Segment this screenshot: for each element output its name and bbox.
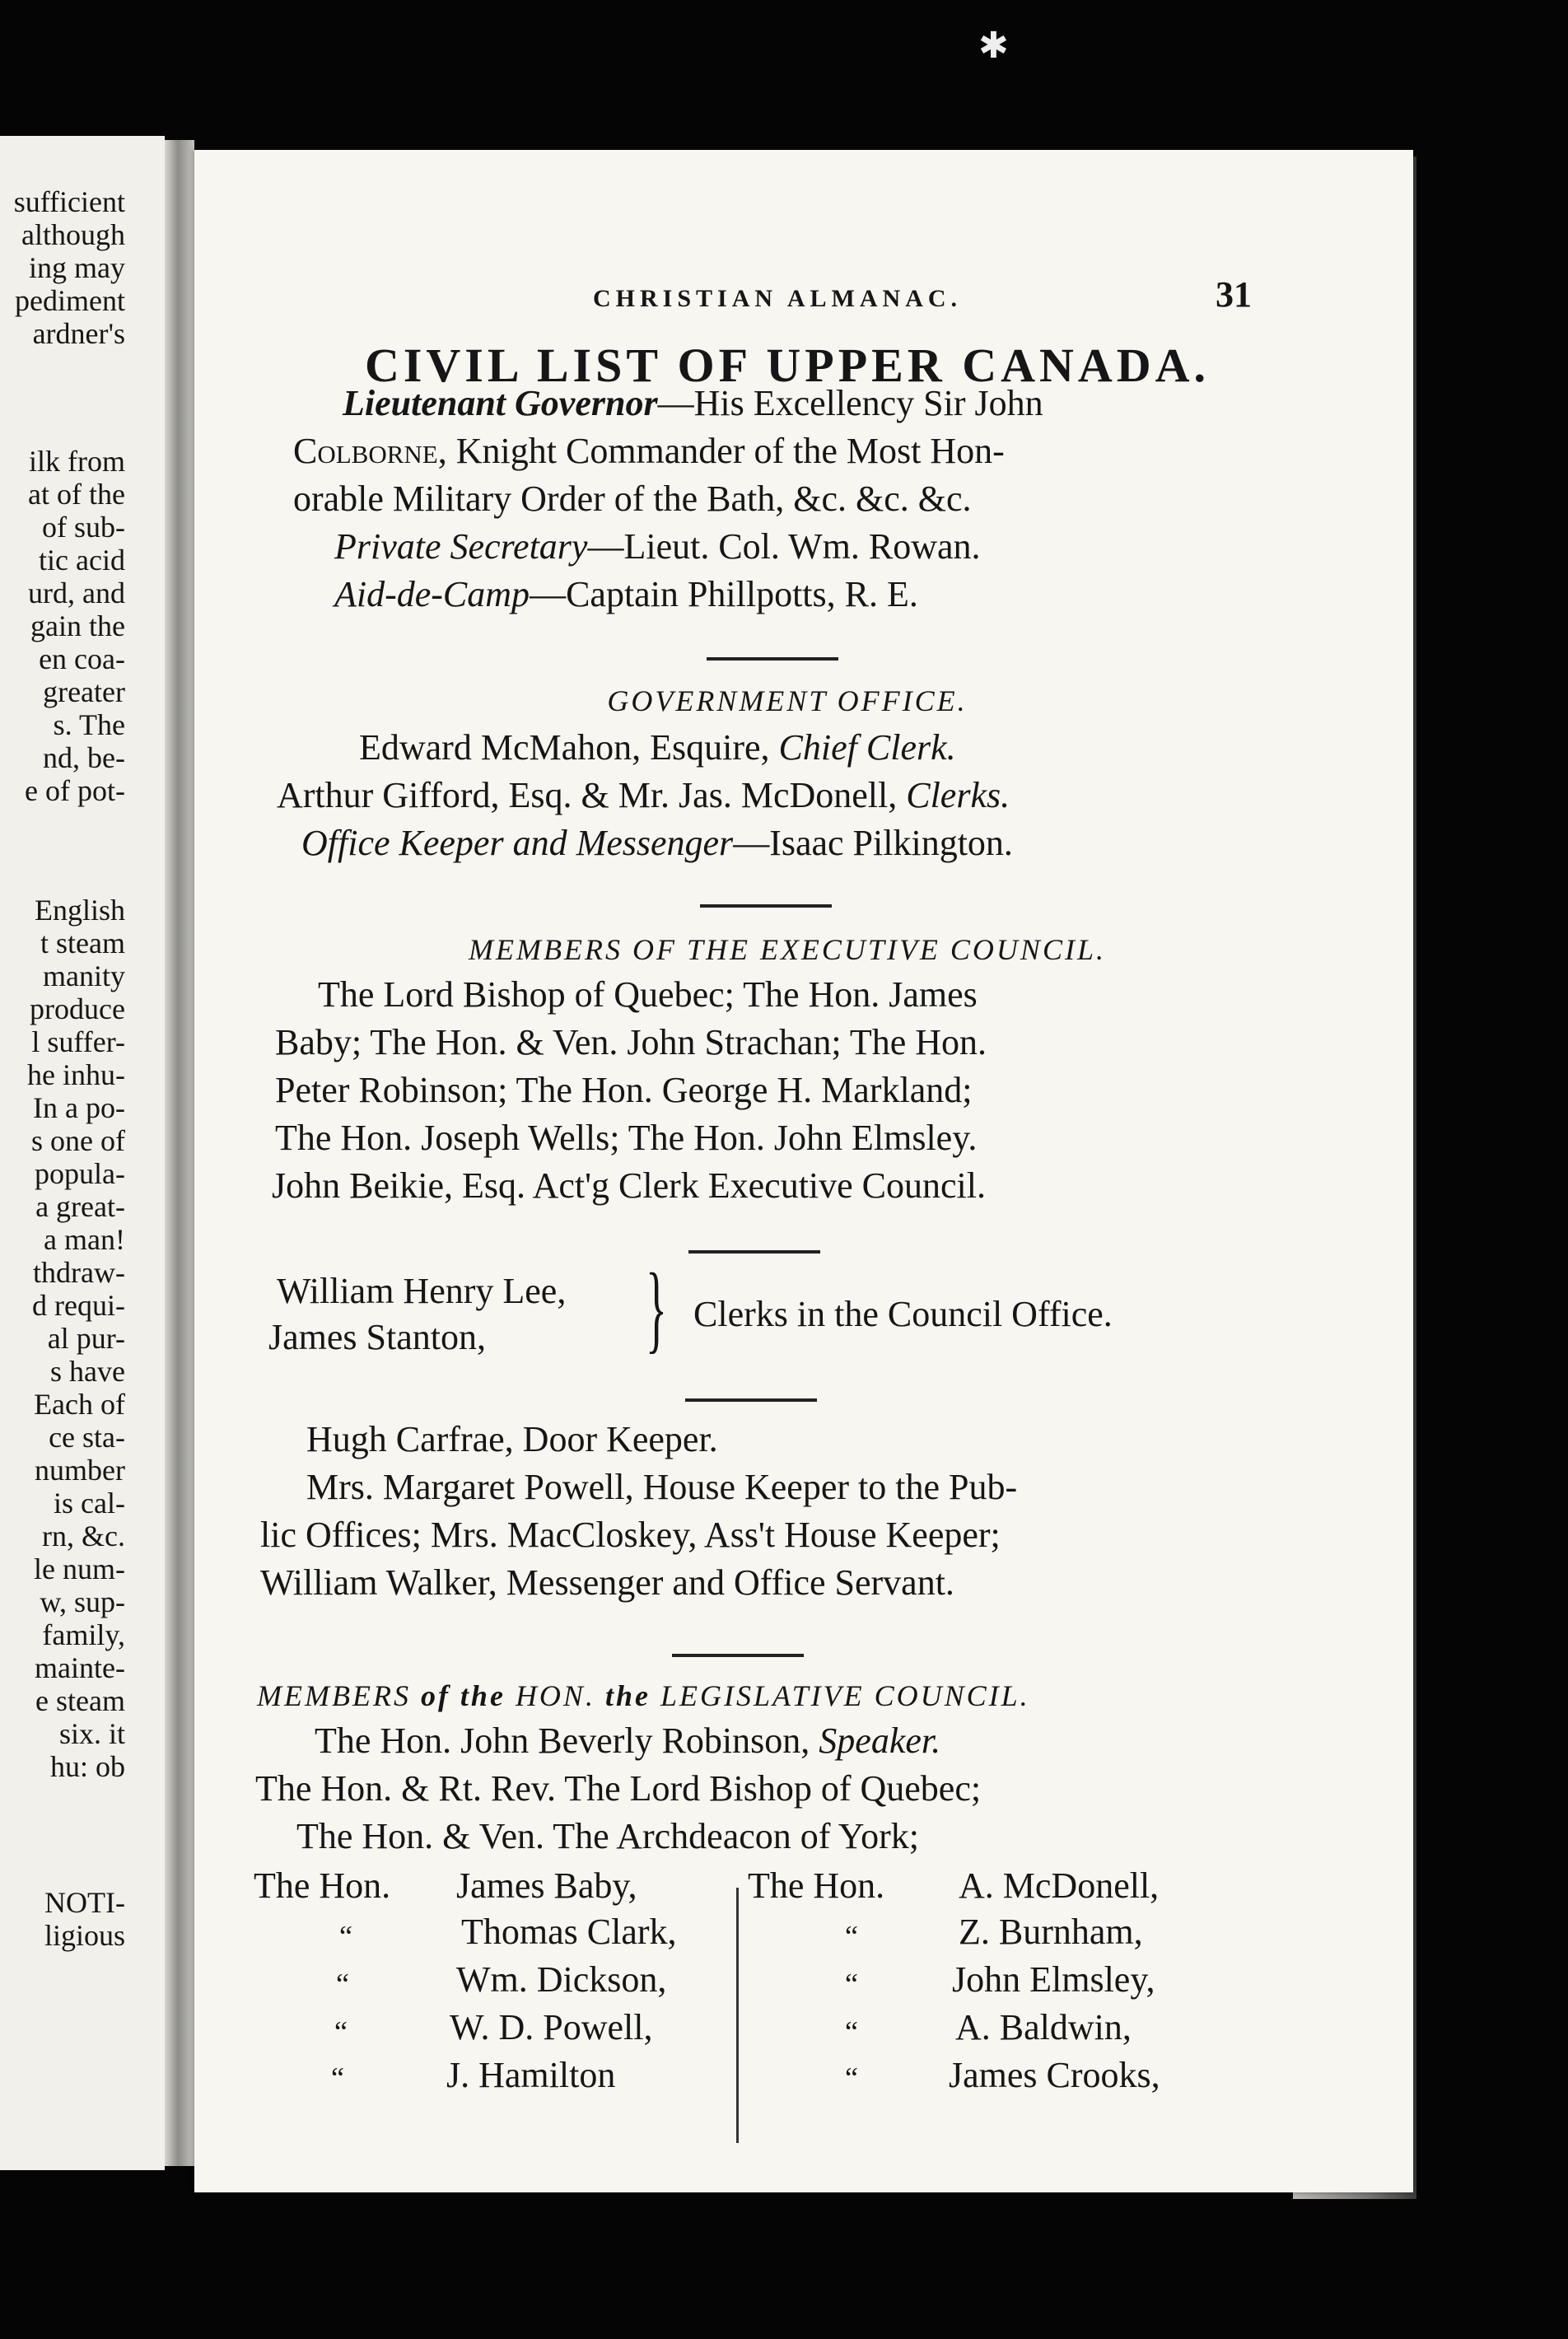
right-column-name: Z. Burnham, [959,1912,1143,1952]
clerks-role: Clerks. [906,775,1010,815]
left-page-line: number [35,1454,125,1487]
left-page-line: ilk from [29,445,125,478]
left-page-line: although [21,218,125,251]
office-keeper-role: Office Keeper and Messenger [301,823,734,863]
left-page-line: mainte- [35,1651,125,1684]
governor-line-2 [293,430,1005,472]
book-gutter [165,140,194,2166]
page-title: CIVIL LIST OF UPPER CANADA. [364,338,1211,392]
left-page-line: urd, and [28,577,125,609]
corner-mark: ✱ [978,26,1009,66]
governor-line-3: orable Military Order of the Bath, &c. &c. &c. [293,479,972,519]
right-column-name: John Elmsley, [952,1959,1155,2000]
heading-part: LEGISLATIVE COUNCIL. [660,1679,1030,1712]
left-page-line: d requi- [32,1289,125,1322]
left-page-line: l suffer- [31,1025,125,1058]
government-office-line-2 [277,774,1010,816]
ditto-mark: “ [336,1968,349,2001]
left-column-name: W. D. Powell, [450,2007,653,2047]
aide-de-camp-line [334,573,918,615]
chief-clerk-name: Edward McMahon, Esquire, [359,727,779,768]
left-page-line: thdraw- [33,1256,125,1289]
ditto-mark: “ [334,2015,348,2048]
office-keeper-name: —Isaac Pilkington. [733,823,1013,863]
facing-left-page [0,136,165,2170]
public-offices-line: William Walker, Messenger and Office Servant. [260,1562,954,1603]
left-page-line: he inhu- [27,1058,125,1091]
left-page-line: e of pot- [25,774,125,807]
public-offices-line: Hugh Carfrae, Door Keeper. [306,1419,718,1459]
section-rule [707,657,838,661]
left-page-line: nd, be- [43,741,125,774]
governor-line-1 [343,382,1043,424]
running-title: CHRISTIAN ALMANAC. [593,285,963,312]
chief-clerk-role: Chief Clerk. [778,727,956,768]
legislative-line-3: The Hon. & Ven. The Archdeacon of York; [296,1816,920,1856]
executive-council-line: John Beikie, Esq. Act'g Clerk Executive Council. [272,1165,987,1206]
left-page-line: manity [43,959,125,992]
council-office-role: Clerks in the Council Office. [693,1294,1113,1334]
ditto-mark: “ [331,2061,344,2094]
public-offices-line: Mrs. Margaret Powell, House Keeper to the Pub- [306,1467,1018,1507]
secretary-text: —Lieut. Col. Wm. Rowan. [587,526,981,567]
left-page-line: produce [30,992,125,1025]
ditto-mark: “ [845,1920,858,1953]
left-page-line: e steam [35,1684,125,1717]
legislative-council-heading [257,1678,1030,1713]
government-office-heading: GOVERNMENT OFFICE. [607,684,968,717]
column-divider [736,1888,739,2143]
ditto-mark: “ [845,2015,858,2048]
ditto-mark: “ [845,1968,858,2001]
legislative-line-2: The Hon. & Rt. Rev. The Lord Bishop of Quebec; [255,1768,982,1809]
left-page-line: t steam [40,927,125,959]
section-rule [672,1654,804,1657]
section-rule [685,1398,817,1402]
left-page-line: ing may [29,251,125,284]
left-page-line: In a po- [33,1091,125,1124]
speaker-role: Speaker. [819,1720,941,1761]
speaker-name: The Hon. John Beverly Robinson, [315,1720,819,1761]
left-page-line: w, sup- [40,1585,125,1618]
left-page-line: a man! [44,1223,125,1256]
ditto-mark: “ [339,1920,352,1953]
left-page-line: s have [50,1355,125,1388]
left-page-line: tic acid [39,544,125,577]
public-offices-line: lic Offices; Mrs. MacCloskey, Ass't House Keeper; [260,1515,1001,1555]
brace-symbol: } [646,1253,667,1362]
left-page-line: Each of [34,1388,125,1421]
left-page-line: of sub- [42,511,125,544]
left-column-prefix: The Hon. [254,1865,391,1906]
left-page-line: sufficient [13,185,125,218]
secretary-label: Private Secretary [334,526,588,567]
heading-part: HON. [515,1679,605,1712]
left-page-line: pediment [15,284,125,317]
left-column-name: Thomas Clark, [461,1912,677,1952]
left-page-line: a great- [35,1190,125,1223]
left-page-line: popula- [35,1157,125,1190]
heading-part: MEMBERS [257,1679,421,1712]
executive-council-heading: MEMBERS OF THE EXECUTIVE COUNCIL. [469,933,1106,966]
right-column-name: A. McDonell, [959,1865,1160,1906]
right-column-name: A. Baldwin, [955,2007,1132,2047]
left-page-line: family, [42,1618,125,1651]
left-page-line: le num- [34,1552,125,1585]
left-page-line: s one of [31,1124,125,1157]
section-rule [700,904,832,908]
left-page-line: s. The [53,708,125,741]
left-page-line: English [34,894,125,927]
left-page-line: is cal- [54,1487,125,1520]
page-number: 31 [1216,274,1252,315]
left-page-line: en coa- [39,642,125,675]
aide-text: —Captain Phillpotts, R. E. [530,574,918,614]
government-office-line-3 [301,822,1013,864]
executive-council-line: Baby; The Hon. & Ven. John Strachan; The Hon. [275,1022,987,1062]
private-secretary-line [334,525,981,567]
left-page-line: rn, &c. [42,1520,125,1552]
left-column-name: Wm. Dickson, [456,1959,667,2000]
left-page-line: ardner's [32,317,125,350]
council-clerk-name: James Stanton, [268,1317,486,1357]
left-page-line: ligious [44,1919,125,1952]
executive-council-line: The Lord Bishop of Quebec; The Hon. James [318,974,978,1015]
speaker-line [315,1720,940,1762]
governor-surname: Colborne, [293,431,447,471]
left-page-line: al pur- [47,1322,125,1355]
clerks-names: Arthur Gifford, Esq. & Mr. Jas. McDonell, [277,775,907,815]
left-page-line: gain the [30,609,125,642]
left-page-line: hu: ob [49,1750,125,1783]
left-page-line: NOTI- [44,1886,125,1919]
governor-text: —His Excellency Sir John [657,383,1043,423]
council-clerk-name: William Henry Lee, [277,1271,567,1311]
aide-label: Aid-de-Camp [334,574,530,614]
ditto-mark: “ [845,2061,858,2094]
executive-council-line: The Hon. Joseph Wells; The Hon. John Elmsley. [275,1118,978,1158]
left-column-name: James Baby, [456,1865,637,1906]
left-page-line: at of the [28,478,125,511]
left-page-line: ce sta- [49,1421,125,1454]
right-column-name: James Crooks, [949,2055,1160,2095]
left-column-name: J. Hamilton [446,2055,616,2095]
left-page-line: six. it [58,1717,125,1750]
governor-title-text: Knight Commander of the Most Hon- [446,431,1005,471]
right-column-prefix: The Hon. [748,1865,885,1906]
almanac-page [194,150,1413,2192]
left-page-line: greater [43,675,125,708]
executive-council-line: Peter Robinson; The Hon. George H. Markland; [275,1070,973,1110]
government-office-line-1 [359,726,956,768]
heading-part: the [604,1679,660,1712]
section-rule [688,1250,820,1254]
governor-label: Lieutenant Governor [343,383,658,423]
heading-part: of the [420,1679,516,1712]
